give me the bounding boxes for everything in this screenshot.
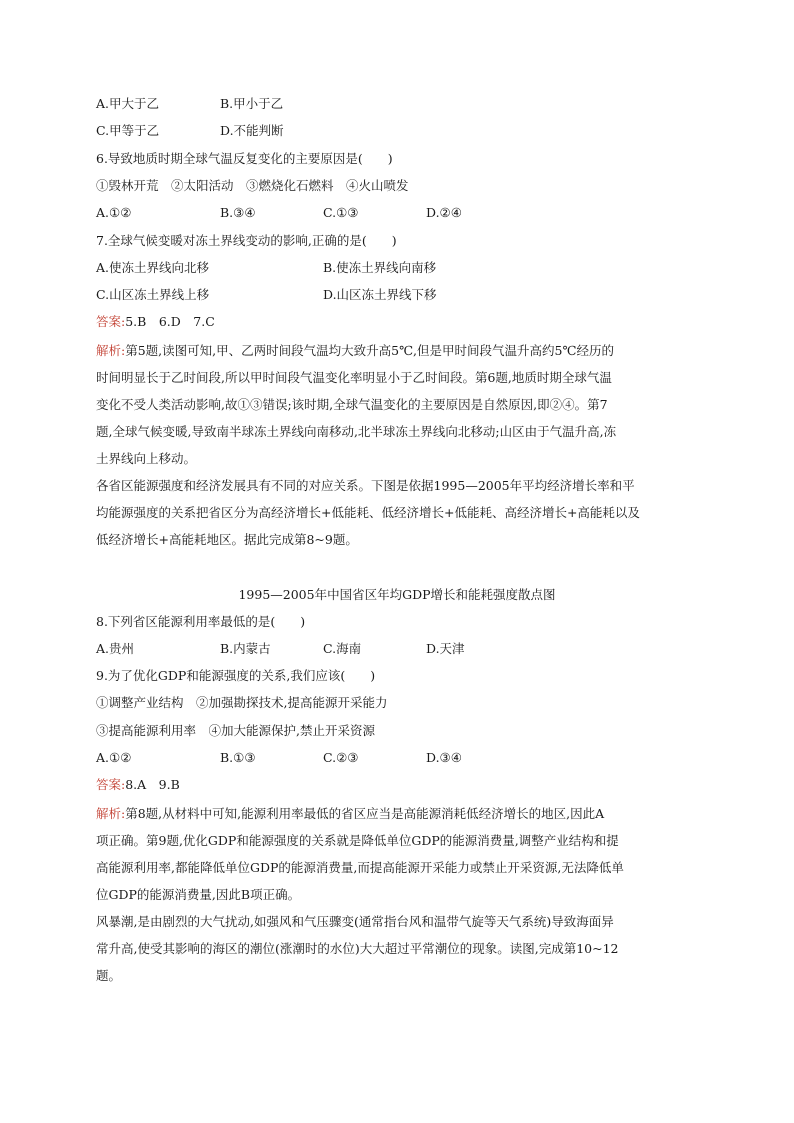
q9-option-a: A.①②	[96, 750, 132, 765]
q8-option-c: C.海南	[323, 641, 362, 656]
q8-option-a: A.贵州	[96, 641, 135, 656]
explanation-label: 解析:	[96, 343, 126, 358]
explanation-line: 项正确。第9题,优化GDP和能源强度的关系就是降低单位GDP的能源消费量,调整产业结构和提	[96, 833, 619, 848]
explanation-5-7	[96, 337, 696, 472]
material-line: 题。	[96, 968, 122, 983]
q6-options	[96, 205, 462, 221]
material-line: 各省区能源强度和经济发展具有不同的对应关系。下图是依据1995—2005年平均经济增长率和平	[96, 478, 635, 493]
explanation-label: 解析:	[96, 806, 126, 821]
answer-5-7	[96, 314, 215, 330]
material-line: 低经济增长+高能耗地区。据此完成第8~9题。	[96, 532, 358, 547]
q5-option-c: C.甲等于乙	[96, 123, 160, 138]
answer-text: 5.B 6.D 7.C	[125, 314, 215, 329]
q6-option-c: C.①③	[323, 205, 359, 220]
explanation-line: 第8题,从材料中可知,能源利用率最低的省区应当是高能源消耗低经济增长的地区,因此A	[125, 806, 605, 821]
q6-choices: ①毁林开荒 ②太阳活动 ③燃烧化石燃料 ④火山喷发	[96, 178, 409, 193]
q9-option-c: C.②③	[323, 750, 359, 765]
explanation-line: 第5题,读图可知,甲、乙两时间段气温均大致升高5℃,但是甲时间段气温升高约5℃经历的	[125, 343, 614, 358]
material-line: 常升高,使受其影响的海区的潮位(涨潮时的水位)大大超过平常潮位的现象。读图,完成第10~12	[96, 941, 619, 956]
q5-option-d: D.不能判断	[220, 123, 284, 138]
material-line: 均能源强度的关系把省区分为高经济增长+低能耗、低经济增长+低能耗、高经济增长+高能耗以及	[96, 505, 640, 520]
q7-options-row-2	[96, 287, 437, 303]
q5-option-b: B.甲小于乙	[220, 96, 284, 111]
q7-option-b: B.使冻土界线向南移	[323, 260, 437, 275]
q9-option-d: D.③④	[426, 750, 462, 765]
q7-option-c: C.山区冻土界线上移	[96, 287, 210, 302]
explanation-line: 高能源利用率,都能降低单位GDP的能源消费量,而提高能源开采能力或禁止开采资源,无法降低单	[96, 860, 624, 875]
q9-choices-2: ③提高能源利用率 ④加大能源保护,禁止开采资源	[96, 723, 375, 738]
q6-stem: 6.导致地质时期全球气温反复变化的主要原因是( )	[96, 151, 393, 166]
material-8-9	[96, 472, 696, 553]
q5-options-row-1	[96, 96, 284, 112]
answer-label: 答案:	[96, 314, 126, 329]
q9-stem: 9.为了优化GDP和能源强度的关系,我们应该( )	[96, 668, 376, 683]
q8-option-b: B.内蒙古	[220, 641, 271, 656]
answer-label: 答案:	[96, 777, 126, 792]
explanation-line: 题,全球气候变暖,导致南半球冻土界线向南移动,北半球冻土界线向北移动;山区由于气温升高,冻	[96, 424, 617, 439]
material-line: 风暴潮,是由剧烈的大气扰动,如强风和气压骤变(通常指台风和温带气旋等天气系统)导致海面异	[96, 914, 614, 929]
figure-caption: 1995—2005年中国省区年均GDP增长和能耗强度散点图	[238, 587, 556, 602]
q8-stem: 8.下列省区能源利用率最低的是( )	[96, 614, 306, 629]
q6-option-d: D.②④	[426, 205, 462, 220]
q7-stem: 7.全球气候变暖对冻土界线变动的影响,正确的是( )	[96, 233, 397, 248]
q5-options-row-2	[96, 123, 284, 139]
q9-choices-1: ①调整产业结构 ②加强勘探技术,提高能源开采能力	[96, 695, 388, 710]
answer-text: 8.A 9.B	[125, 777, 180, 792]
q7-options-row-1	[96, 260, 437, 276]
material-10-12	[96, 908, 696, 989]
q9-options	[96, 750, 462, 766]
q7-option-a: A.使冻土界线向北移	[96, 260, 210, 275]
explanation-line: 位GDP的能源消费量,因此B项正确。	[96, 887, 301, 902]
q5-option-a: A.甲大于乙	[96, 96, 160, 111]
q7-option-d: D.山区冻土界线下移	[323, 287, 437, 302]
q6-option-b: B.③④	[220, 205, 256, 220]
explanation-8-9	[96, 800, 696, 908]
explanation-line: 变化不受人类活动影响,故①③错误;该时期,全球气温变化的主要原因是自然原因,即②④。第7	[96, 397, 608, 412]
q6-option-a: A.①②	[96, 205, 132, 220]
q8-option-d: D.天津	[426, 641, 465, 656]
explanation-line: 时间明显长于乙时间段,所以甲时间段气温变化率明显小于乙时间段。第6题,地质时期全球气温	[96, 370, 612, 385]
q9-option-b: B.①③	[220, 750, 256, 765]
q8-options	[96, 641, 465, 657]
explanation-line: 土界线向上移动。	[96, 451, 197, 466]
answer-8-9	[96, 777, 180, 793]
